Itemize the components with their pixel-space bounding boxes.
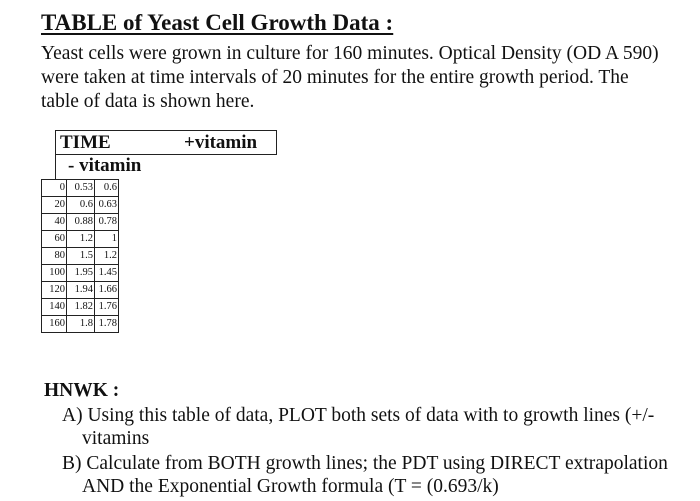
cell-time: 20 [42, 197, 67, 214]
cell-plus-vitamin: 0.6 [67, 197, 95, 214]
cell-plus-vitamin: 1.2 [67, 231, 95, 248]
table-header-box [55, 130, 277, 155]
table-row [42, 248, 119, 265]
cell-minus-vitamin: 1.76 [95, 299, 119, 316]
intro-paragraph: Yeast cells were grown in culture for 160 minutes. Optical Density (OD A 590) were taken at time intervals of 20 minutes for the entire growth period. The table of data is shown here. [41, 43, 659, 112]
page-title: TABLE of Yeast Cell Growth Data : [41, 10, 394, 35]
growth-data-table [41, 179, 119, 333]
cell-plus-vitamin: 1.5 [67, 248, 95, 265]
table-row [42, 231, 119, 248]
cell-plus-vitamin: 1.95 [67, 265, 95, 282]
homework-item-b: B) Calculate from BOTH growth lines; the PDT using DIRECT extrapolation AND the Exponential Growth formula (T = (0.693/k) [62, 453, 668, 497]
header-minus-vitamin: - vitamin [68, 155, 142, 176]
header-time: TIME [60, 132, 111, 153]
cell-time: 100 [42, 265, 67, 282]
header-plus-vitamin: +vitamin [184, 132, 258, 153]
header-divider [55, 155, 56, 179]
cell-minus-vitamin: 1.2 [95, 248, 119, 265]
cell-plus-vitamin: 1.82 [67, 299, 95, 316]
homework-item-a: A) Using this table of data, PLOT both sets of data with to growth lines (+/- vitamins [62, 405, 655, 449]
table-row [42, 180, 119, 197]
cell-minus-vitamin: 1.66 [95, 282, 119, 299]
cell-time: 80 [42, 248, 67, 265]
cell-time: 0 [42, 180, 67, 197]
cell-plus-vitamin: 1.94 [67, 282, 95, 299]
cell-time: 120 [42, 282, 67, 299]
table-row [42, 197, 119, 214]
cell-minus-vitamin: 0.78 [95, 214, 119, 231]
cell-plus-vitamin: 0.88 [67, 214, 95, 231]
cell-minus-vitamin: 0.63 [95, 197, 119, 214]
table-row [42, 214, 119, 231]
cell-minus-vitamin: 1 [95, 231, 119, 248]
cell-time: 140 [42, 299, 67, 316]
table-row [42, 316, 119, 333]
cell-minus-vitamin: 1.78 [95, 316, 119, 333]
table-row [42, 265, 119, 282]
cell-plus-vitamin: 1.8 [67, 316, 95, 333]
cell-time: 60 [42, 231, 67, 248]
cell-minus-vitamin: 0.6 [95, 180, 119, 197]
table-row [42, 299, 119, 316]
cell-time: 40 [42, 214, 67, 231]
cell-plus-vitamin: 0.53 [67, 180, 95, 197]
homework-title: HNWK : [44, 380, 120, 401]
cell-minus-vitamin: 1.45 [95, 265, 119, 282]
table-row [42, 282, 119, 299]
cell-time: 160 [42, 316, 67, 333]
